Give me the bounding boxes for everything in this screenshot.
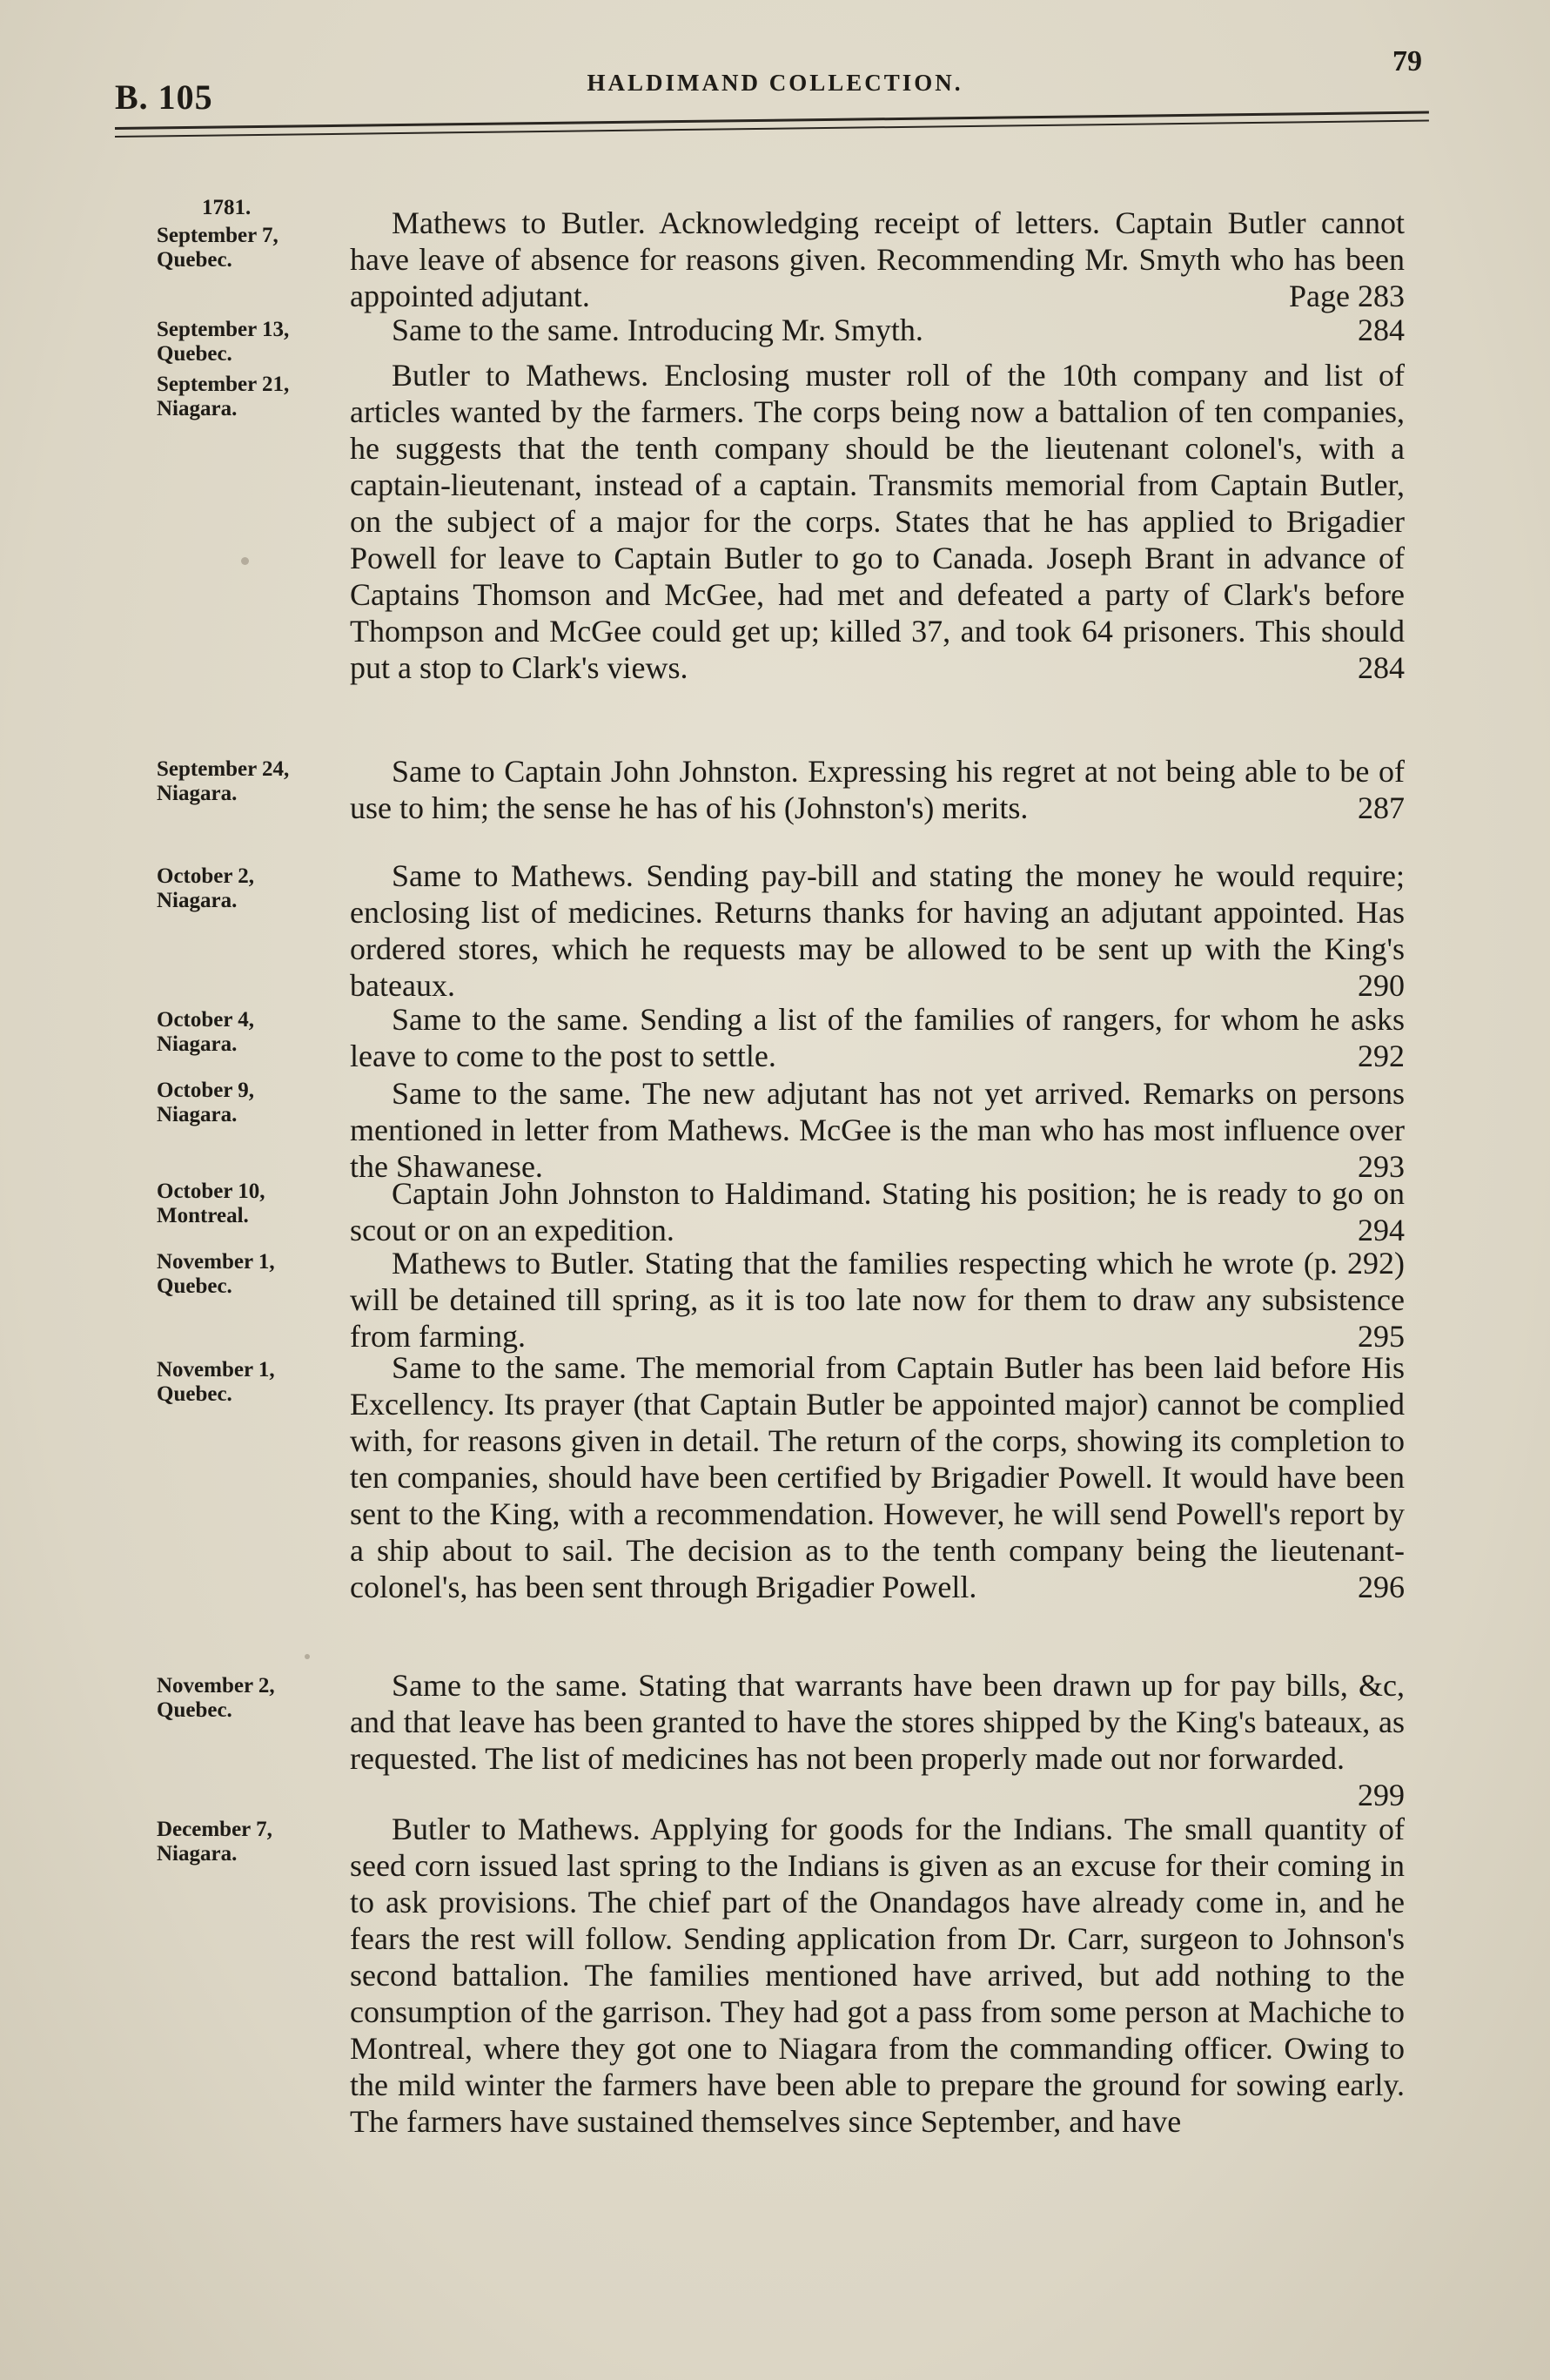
entry-date	[157, 1079, 366, 1127]
entry-body: Same to Mathews. Sending pay-bill and stating the money he would require; enclosing list of medicines. Returns thanks for having an adjutant appointed. Has ordered stores, which he requests may be allowed to be sent up with the King's bateaux.	[350, 858, 1405, 1003]
entry-page-ref: 287	[1358, 790, 1405, 825]
entry-place: Niagara.	[157, 1032, 238, 1056]
entry-text	[350, 753, 1405, 826]
year-label: 1781.	[202, 196, 252, 219]
entry-text	[350, 1349, 1405, 1605]
entry-date-day: November 1,	[157, 1250, 275, 1274]
entry-body: Mathews to Butler. Stating that the families respecting which he wrote (p. 292) will be detained till spring, as it is too late now for them to draw any subsistence from farming.	[350, 1246, 1405, 1354]
entry-place: Niagara.	[157, 1842, 238, 1866]
entry-date-day: October 4,	[157, 1008, 255, 1032]
ink-speck	[241, 557, 249, 565]
entry-place: Niagara.	[157, 397, 238, 420]
entry-date-day: October 10,	[157, 1180, 265, 1203]
entry-text	[350, 312, 1405, 348]
entry-text	[350, 357, 1405, 686]
entry-text	[350, 1245, 1405, 1355]
entry-body: Butler to Mathews. Applying for goods for the Indians. The small quantity of seed corn issued last spring to the Indians is given as an excuse for their coming in to ask provisions. The chief part of the Onandagos have already come in, and he fears the rest will follow. Sending application from Dr. Carr, surgeon to Johnson's second battalion. The families mentioned have arrived, but add nothing to the consumption of the garrison. They had got a pass from some person at Machiche to Montreal, where they got one to Niagara from the commanding officer. Owing to the mild winter the farmers have been able to prepare the ground for sowing early. The farmers have sustained themselves since September, and have	[350, 1812, 1405, 2139]
entry-page-ref: 299	[1358, 1778, 1405, 1812]
entry-text	[350, 1175, 1405, 1248]
entry-body: Mathews to Butler. Acknowledging receipt of letters. Captain Butler cannot have leave of absence for reasons given. Recommending Mr. Smyth who has been appointed adjutant.	[350, 205, 1405, 313]
entry-page-ref: 284	[1358, 650, 1405, 685]
entry-place: Quebec.	[157, 248, 232, 272]
entry-text	[350, 1811, 1405, 2140]
entry-date-day: September 13,	[157, 318, 290, 341]
entry-place: Niagara.	[157, 1103, 238, 1126]
entry-body: Butler to Mathews. Enclosing muster roll of the 10th company and list of articles wanted by the farmers. The corps being now a battalion of ten companies, he suggests that the tenth company should be the lieutenant colonel's, with a captain-lieutenant, instead of a captain. Transmits memorial from Captain Butler, on the subject of a major for the corps. States that he has applied to Brigadier Powell for leave to Captain Butler to go to Canada. Joseph Brant in advance of Captains Thomson and McGee, had met and defeated a party of Clark's before Thompson and McGee could get up; killed 37, and took 64 prisoners. This should put a stop to Clark's views.	[350, 358, 1405, 685]
entry-date	[157, 1250, 366, 1299]
entry-page-ref: 296	[1358, 1570, 1405, 1604]
entry-body: Captain John Johnston to Haldimand. Stating his position; he is ready to go on scout or on an expedition.	[350, 1176, 1405, 1247]
entry-body: Same to the same. The memorial from Captain Butler has been laid before His Excellency. Its prayer (that Captain Butler be appointed major) cannot be complied with, for reasons given in detail. The return of the corps, showing its completion to ten companies, should have been certified by Brigadier Powell. It would have been sent to the King, with a recommendation. However, he will send Powell's report by a ship about to sail. The decision as to the tenth company being the lieutenant-colonel's, has been sent through Brigadier Powell.	[350, 1350, 1405, 1604]
entry-text	[350, 1075, 1405, 1185]
entry-page-ref: 295	[1358, 1319, 1405, 1354]
page-number: 79	[1392, 45, 1422, 77]
entry-text	[350, 857, 1405, 1004]
entry-body: Same to the same. The new adjutant has not yet arrived. Remarks on persons mentioned in letter from Mathews. McGee is the man who has most influence over the Shawanese.	[350, 1076, 1405, 1184]
entry-date	[157, 1358, 366, 1407]
entry-date-day: November 2,	[157, 1674, 275, 1698]
collection-reference: B. 105	[115, 77, 213, 117]
entry-date	[157, 318, 366, 366]
entry-body: Same to the same. Stating that warrants have been drawn up for pay bills, &c, and that leave has been granted to have the stores shipped by the King's bateaux, as requested. The list of medicines has not been properly made out nor forwarded.	[350, 1668, 1405, 1776]
entry-date-day: September 7,	[157, 224, 278, 247]
entry-body: Same to Captain John Johnston. Expressing his regret at not being able to be of use to him; the sense he has of his (Johnston's) merits.	[350, 754, 1405, 825]
entry-page-ref: Page 283	[1289, 279, 1405, 313]
running-title: HALDIMAND COLLECTION.	[587, 70, 963, 96]
ink-speck	[305, 1654, 310, 1659]
entry-date-day: December 7,	[157, 1818, 272, 1841]
entry-text	[350, 1667, 1405, 1813]
entry-place: Niagara.	[157, 889, 238, 912]
entry-date	[157, 757, 366, 806]
entry-date	[157, 224, 366, 272]
entry-place: Quebec.	[157, 342, 232, 366]
entry-page-ref: 294	[1358, 1213, 1405, 1247]
entry-page-ref: 292	[1358, 1039, 1405, 1073]
entry-page-ref: 284	[1358, 313, 1405, 347]
entry-place: Niagara.	[157, 782, 238, 805]
entry-place: Montreal.	[157, 1204, 249, 1227]
entry-place: Quebec.	[157, 1274, 232, 1298]
entry-date	[157, 864, 366, 913]
entry-date-day: November 1,	[157, 1358, 275, 1382]
entry-date-day: October 2,	[157, 864, 255, 888]
entry-date-day: September 21,	[157, 373, 290, 396]
entry-body: Same to the same. Sending a list of the families of rangers, for whom he asks leave to come to the post to settle.	[350, 1002, 1405, 1073]
entry-page-ref: 293	[1358, 1149, 1405, 1184]
entry-date	[157, 1674, 366, 1723]
entry-date-day: September 24,	[157, 757, 290, 781]
entry-page-ref: 290	[1358, 968, 1405, 1003]
entry-place: Quebec.	[157, 1698, 232, 1722]
entry-date	[157, 1008, 366, 1057]
entry-date	[157, 373, 366, 421]
entry-text	[350, 1001, 1405, 1074]
entry-date	[157, 1818, 366, 1866]
entry-body: Same to the same. Introducing Mr. Smyth.	[392, 313, 923, 347]
entry-date-day: October 9,	[157, 1079, 255, 1102]
entry-text	[350, 205, 1405, 314]
entry-place: Quebec.	[157, 1382, 232, 1406]
entry-date	[157, 1180, 366, 1228]
